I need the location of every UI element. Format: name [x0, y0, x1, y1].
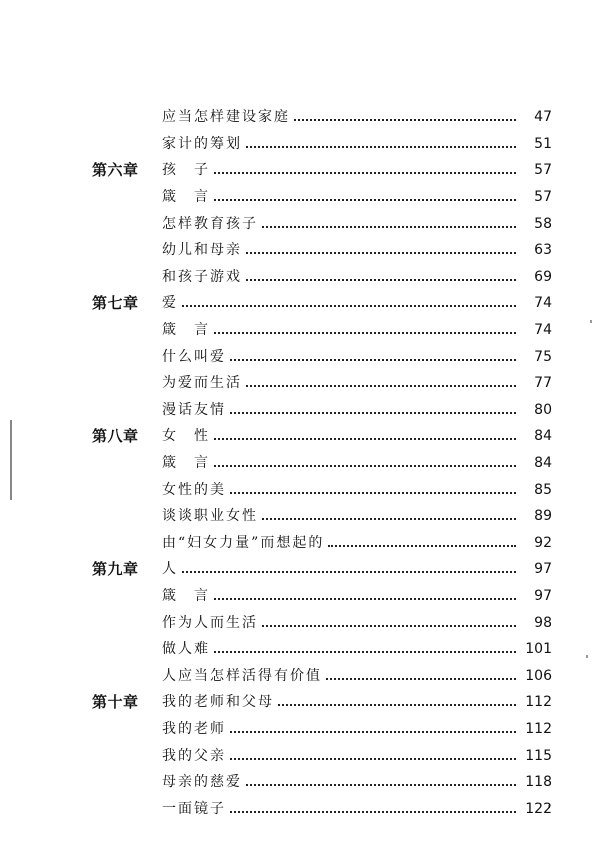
section-title: 箴 言: [162, 322, 210, 339]
dot-leader: [230, 492, 516, 494]
toc-entry: [92, 662, 552, 689]
dot-leader: [230, 731, 516, 733]
page-number: 75: [534, 348, 552, 365]
dot-leader: [294, 119, 516, 121]
section-title: 孩 子: [162, 162, 210, 179]
section-title: 谈谈职业女性: [162, 508, 258, 525]
section-title: 女 性: [162, 428, 210, 445]
page-number: 101: [525, 641, 552, 658]
section-title: 作为人而生活: [162, 614, 258, 631]
section-title: 母亲的慈爱: [162, 774, 242, 791]
toc-entry: [92, 131, 552, 158]
chapter-label: 第八章: [92, 426, 139, 445]
toc-entry: [92, 795, 552, 822]
toc-entry: [92, 423, 552, 450]
scan-speck: [590, 320, 592, 323]
toc-entry: [92, 769, 552, 796]
section-title: 我的老师和父母: [162, 694, 274, 711]
toc-entry: [92, 397, 552, 424]
page-number: 112: [525, 720, 552, 737]
dot-leader: [182, 571, 516, 573]
dot-leader: [214, 332, 516, 334]
dot-leader: [230, 412, 516, 414]
section-title: 应当怎样建设家庭: [162, 109, 290, 126]
page-number: 58: [534, 215, 552, 232]
dot-leader: [182, 305, 516, 307]
page-number: 98: [534, 614, 552, 631]
section-title: 人应当怎样活得有价值: [162, 667, 322, 684]
table-of-contents: [92, 104, 552, 822]
toc-entry: [92, 210, 552, 237]
toc-entry: [92, 450, 552, 477]
toc-entry: [92, 530, 552, 557]
dot-leader: [262, 625, 516, 627]
page-number: 47: [534, 109, 552, 126]
toc-entry: [92, 609, 552, 636]
section-title: 怎样教育孩子: [162, 215, 258, 232]
toc-entry: [92, 556, 552, 583]
dot-leader: [214, 465, 516, 467]
section-title: 我的老师: [162, 720, 226, 737]
section-title: 漫话友情: [162, 401, 226, 418]
page-number: 92: [534, 534, 552, 551]
page-number: 74: [534, 295, 552, 312]
section-title: 箴 言: [162, 189, 210, 206]
page-number: 63: [534, 242, 552, 259]
page-number: 69: [534, 268, 552, 285]
section-title: 幼儿和母亲: [162, 242, 242, 259]
toc-entry: [92, 264, 552, 291]
scan-speck: [586, 655, 588, 658]
section-title: 做人难: [162, 641, 210, 658]
toc-entry: [92, 503, 552, 530]
toc-entry: [92, 742, 552, 769]
page-number: 57: [534, 189, 552, 206]
page-number: 106: [525, 667, 552, 684]
dot-leader: [230, 359, 516, 361]
page-number: 112: [525, 694, 552, 711]
toc-entry: [92, 343, 552, 370]
chapter-label: 第九章: [92, 559, 139, 578]
dot-leader: [262, 226, 516, 228]
toc-entry: [92, 636, 552, 663]
toc-entry: [92, 583, 552, 610]
scan-edge-mark: [10, 420, 12, 500]
page-number: 97: [534, 587, 552, 604]
toc-entry: [92, 237, 552, 264]
dot-leader: [262, 518, 516, 520]
page-number: 84: [534, 428, 552, 445]
section-title: 箴 言: [162, 587, 210, 604]
chapter-label: 第六章: [92, 160, 139, 179]
toc-entry: [92, 104, 552, 131]
dot-leader: [246, 279, 516, 281]
dot-leader: [246, 784, 516, 786]
dot-leader: [214, 651, 516, 653]
dot-leader: [278, 704, 516, 706]
chapter-label: 第七章: [92, 293, 139, 312]
dot-leader: [246, 252, 516, 254]
toc-entry: [92, 317, 552, 344]
toc-entry: [92, 689, 552, 716]
section-title: 家计的筹划: [162, 135, 242, 152]
dot-leader: [214, 438, 516, 440]
page-number: 85: [534, 481, 552, 498]
dot-leader: [326, 678, 516, 680]
dot-leader: [214, 199, 516, 201]
page-number: 89: [534, 508, 552, 525]
page-number: 84: [534, 455, 552, 472]
page-number: 77: [534, 375, 552, 392]
page-number: 80: [534, 401, 552, 418]
toc-entry: [92, 370, 552, 397]
section-title: 箴 言: [162, 455, 210, 472]
dot-leader: [214, 598, 516, 600]
section-title: 女性的美: [162, 481, 226, 498]
section-title: 由“妇女力量”而想起的: [162, 534, 325, 551]
section-title: 一面镜子: [162, 800, 226, 817]
toc-entry: [92, 157, 552, 184]
page-number: 74: [534, 322, 552, 339]
dot-leader: [246, 146, 516, 148]
section-title: 我的父亲: [162, 747, 226, 764]
dot-leader: [214, 172, 516, 174]
dot-leader: [230, 811, 516, 813]
section-title: 什么叫爱: [162, 348, 226, 365]
section-title: 和孩子游戏: [162, 268, 242, 285]
toc-entry: [92, 290, 552, 317]
page-number: 115: [525, 747, 552, 764]
section-title: 人: [162, 561, 178, 578]
page-number: 118: [525, 774, 552, 791]
section-title: 为爱而生活: [162, 375, 242, 392]
dot-leader: [230, 758, 516, 760]
dot-leader: [246, 385, 516, 387]
dot-leader: [328, 545, 516, 547]
page-number: 122: [525, 800, 552, 817]
toc-entry: [92, 476, 552, 503]
page-number: 97: [534, 561, 552, 578]
toc-entry: [92, 716, 552, 743]
page-number: 51: [534, 135, 552, 152]
section-title: 爱: [162, 295, 178, 312]
chapter-label: 第十章: [92, 692, 139, 711]
toc-entry: [92, 184, 552, 211]
page-number: 57: [534, 162, 552, 179]
